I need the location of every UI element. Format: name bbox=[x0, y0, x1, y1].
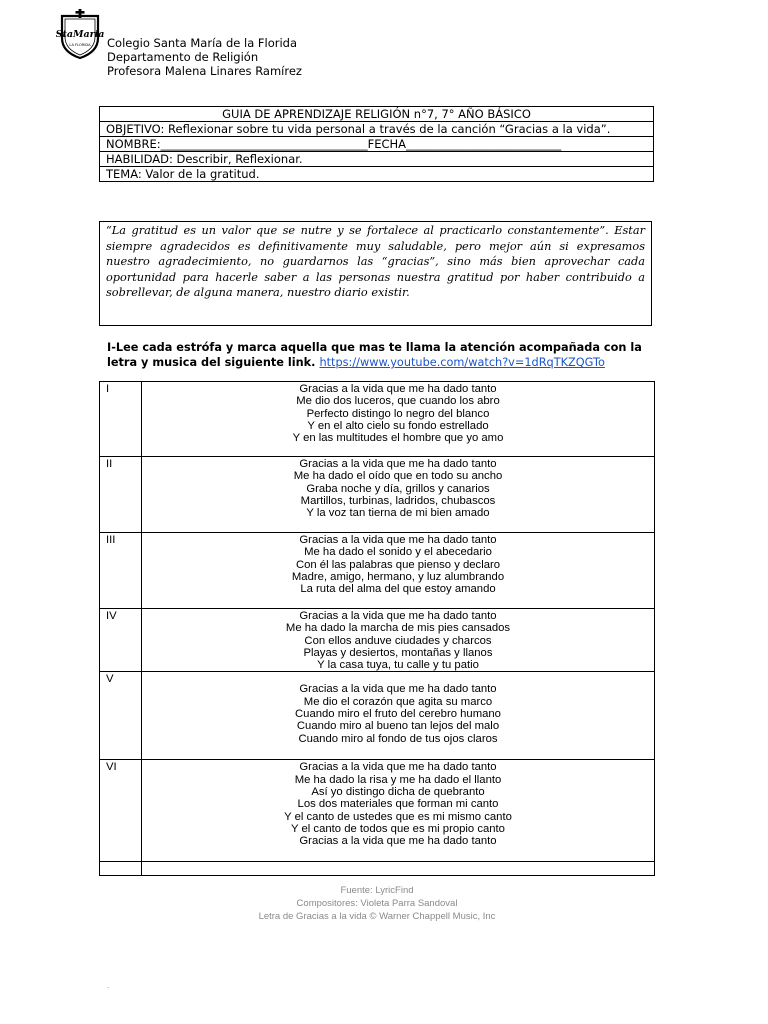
school-header bbox=[107, 36, 302, 78]
lyric-line: Me dio dos luceros, que cuando los abro bbox=[296, 395, 500, 408]
stanza-row[interactable] bbox=[100, 533, 655, 609]
objective-row bbox=[100, 122, 654, 137]
stanza-number: IV bbox=[100, 609, 142, 672]
stanza-row[interactable] bbox=[100, 457, 655, 533]
skill: HABILIDAD: Describir, Reflexionar. bbox=[100, 152, 654, 167]
instruction-text: I-Lee cada estrófa y marca aquella que mas te llama la atención acompañada con la letra y musica del siguiente link. bbox=[107, 341, 642, 369]
lyrics-table bbox=[99, 381, 655, 876]
lyrics-credits bbox=[99, 884, 655, 923]
lyric-line: Me dio el corazón que agita su marco bbox=[303, 695, 493, 708]
guide-title: GUIA DE APRENDIZAJE RELIGIÓN n°7, 7° AÑO BÁSICO bbox=[100, 107, 654, 122]
stanza-lyrics bbox=[142, 672, 655, 760]
stanza-lyrics bbox=[142, 382, 655, 457]
empty-cell bbox=[100, 862, 142, 876]
lyric-line: Y el canto de todos que es mi propio canto bbox=[291, 822, 505, 835]
lyric-line: Madre, amigo, hermano, y luz alumbrando bbox=[291, 570, 505, 583]
guide-title-row bbox=[100, 107, 654, 122]
school-logo bbox=[56, 8, 104, 60]
logo-text: StaMaria bbox=[56, 29, 104, 40]
objective: OBJETIVO: Reflexionar sobre tu vida personal a través de la canción “Gracias a la vida”. bbox=[100, 122, 654, 137]
lyric-line: Gracias a la vida que me ha dado tanto bbox=[299, 458, 497, 470]
lyric-line: Y el canto de ustedes que es mi mismo canto bbox=[284, 810, 512, 823]
instruction bbox=[107, 340, 647, 370]
lyric-line: Graba noche y día, grillos y canarios bbox=[306, 482, 490, 495]
lyric-line: Cuando miro al bueno tan lejos del malo bbox=[296, 720, 500, 733]
stanza-number: I bbox=[100, 382, 142, 457]
quote-body: Estar siempre agradecidos es definitivamente muy saludable, pero mejor aún si expresamos nuestro agradecimiento, no guardarnos las “gracias”, sino más bien aprovechar cada oportunidad para hacerle saber a las personas nuestra gratitud por haber contribuido a sobrellevar, de alguna manera, nuestro diario existir. bbox=[106, 224, 645, 299]
lyric-line: Gracias a la vida que me ha dado tanto bbox=[299, 683, 497, 696]
stanza-number: III bbox=[100, 533, 142, 609]
lyric-line: Así yo distingo dicha de quebranto bbox=[311, 786, 485, 799]
topic-row bbox=[100, 167, 654, 182]
shield-cross-icon bbox=[56, 8, 104, 60]
skill-row bbox=[100, 152, 654, 167]
logo-subtext: LA FLORIDA bbox=[69, 43, 91, 47]
lyric-line: Me ha dado la risa y me ha dado el llanto bbox=[294, 773, 502, 786]
credit-composers: Compositores: Violeta Parra Sandoval bbox=[296, 898, 458, 909]
lyric-line: La ruta del alma del que estoy amando bbox=[300, 583, 496, 596]
teacher-name: Profesora Malena Linares Ramírez bbox=[107, 64, 302, 78]
stanza-lyrics bbox=[142, 609, 655, 672]
stanza-number: II bbox=[100, 457, 142, 533]
page-mark: . bbox=[107, 980, 110, 990]
stanza-number: VI bbox=[100, 760, 142, 862]
lyric-line: Y la voz tan tierna de mi bien amado bbox=[306, 507, 490, 520]
youtube-link[interactable]: https://www.youtube.com/watch?v=1dRqTKZQGTo bbox=[319, 356, 605, 369]
name-date-row bbox=[100, 137, 654, 152]
school-name: Colegio Santa María de la Florida bbox=[107, 36, 298, 50]
quote-first-sentence: “La gratitud es un valor que se nutre y se fortalece al practicarlo constantemente”. bbox=[106, 224, 609, 237]
guide-info-table bbox=[99, 106, 654, 182]
gratitude-quote-box bbox=[99, 221, 652, 326]
lyric-line: Gracias a la vida que me ha dado tanto bbox=[299, 761, 497, 774]
topic: TEMA: Valor de la gratitud. bbox=[100, 167, 654, 182]
stanza-row[interactable] bbox=[100, 609, 655, 672]
lyric-line: Y en el alto cielo su fondo estrellado bbox=[307, 419, 489, 432]
lyric-line: Con él las palabras que pienso y declaro bbox=[295, 558, 501, 571]
empty-row bbox=[100, 862, 655, 876]
lyric-line: Cuando miro al fondo de tus ojos claros bbox=[298, 732, 498, 745]
lyric-line: Playas y desiertos, montañas y llanos bbox=[303, 646, 493, 659]
lyric-line: Los dos materiales que forman mi canto bbox=[297, 798, 499, 811]
lyric-line: Y la casa tuya, tu calle y tu patio bbox=[317, 659, 479, 672]
lyric-line: Gracias a la vida que me ha dado tanto bbox=[299, 610, 497, 622]
stanza-number: V bbox=[100, 672, 142, 760]
empty-cell bbox=[142, 862, 655, 876]
stanza-lyrics bbox=[142, 533, 655, 609]
lyric-line: Martillos, turbinas, ladridos, chubascos bbox=[300, 494, 496, 507]
lyric-line: Cuando miro el fruto del cerebro humano bbox=[295, 708, 501, 721]
stanza-lyrics bbox=[142, 760, 655, 862]
lyric-line: Perfecto distingo lo negro del blanco bbox=[306, 407, 490, 420]
lyric-line: Con ellos anduve ciudades y charcos bbox=[304, 634, 492, 647]
lyric-line: Me ha dado el oído que en todo su ancho bbox=[293, 470, 503, 483]
lyric-line: Me ha dado el sonido y el abecedario bbox=[304, 546, 492, 559]
stanza-row[interactable] bbox=[100, 382, 655, 457]
lyric-line: Me ha dado la marcha de mis pies cansados bbox=[285, 622, 511, 635]
stanza-lyrics bbox=[142, 457, 655, 533]
lyric-line: Gracias a la vida que me ha dado tanto bbox=[299, 534, 497, 546]
lyric-line: Gracias a la vida que me ha dado tanto bbox=[299, 383, 497, 395]
credit-source: Fuente: LyricFind bbox=[340, 885, 414, 896]
stanza-row[interactable] bbox=[100, 672, 655, 760]
credit-copyright: Letra de Gracias a la vida © Warner Chappell Music, Inc bbox=[258, 911, 496, 922]
name-date-field[interactable]: NOMBRE:____________________________________FECHA___________________________ bbox=[100, 137, 654, 152]
lyric-line: Y en las multitudes el hombre que yo amo bbox=[292, 432, 504, 445]
department-name: Departamento de Religión bbox=[107, 50, 259, 64]
stanza-row[interactable] bbox=[100, 760, 655, 862]
lyric-line: Gracias a la vida que me ha dado tanto bbox=[299, 835, 497, 848]
